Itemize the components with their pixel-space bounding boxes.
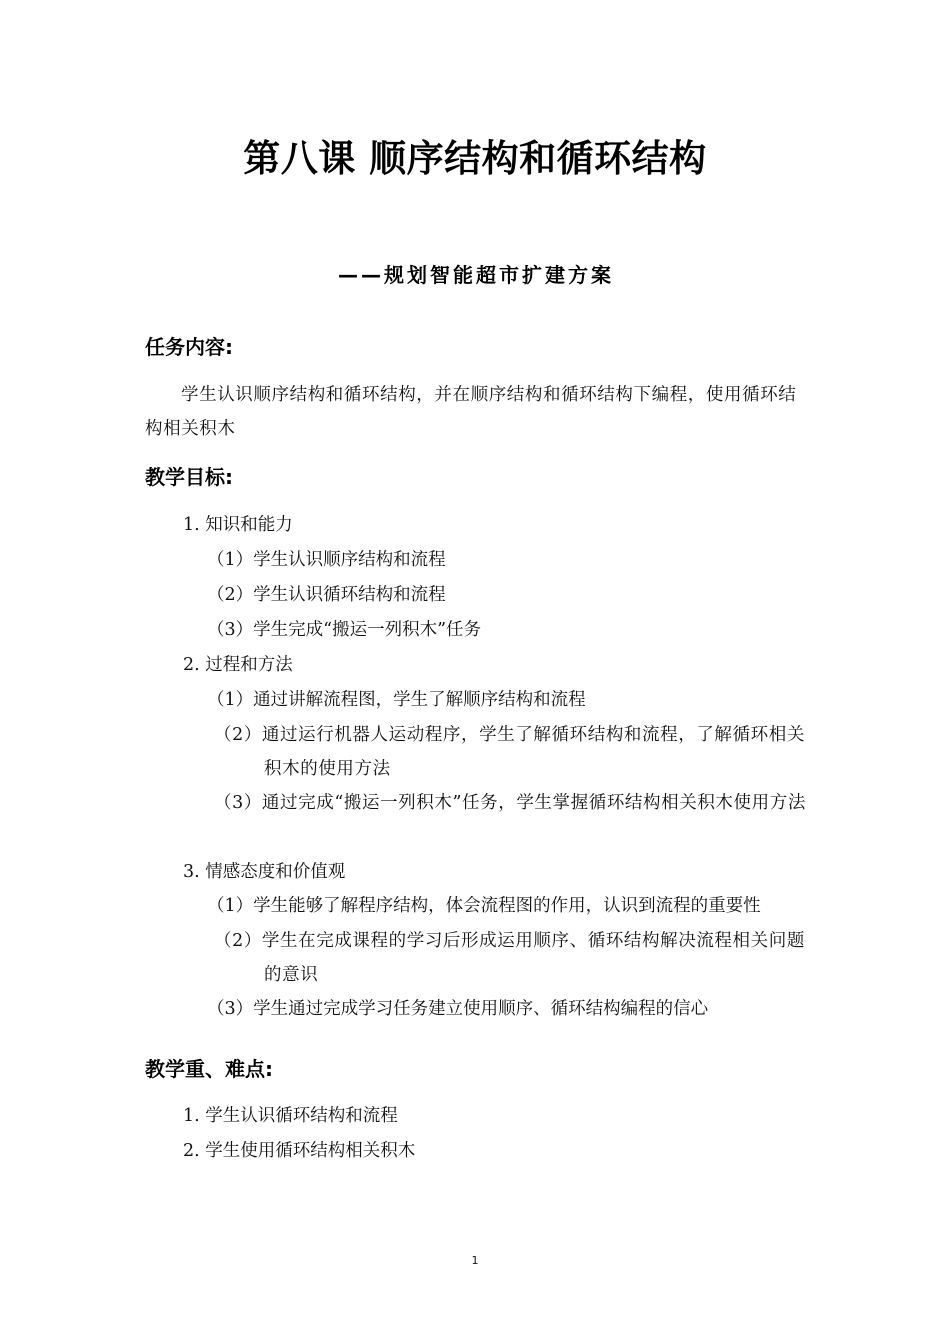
objective-item: （1）学生能够了解程序结构，体会流程图的作用，认识到流程的重要性 (207, 896, 761, 916)
page-title: 第八课 顺序结构和循环结构 (243, 137, 707, 180)
key-point-item: 2. 学生使用循环结构相关积木 (183, 1141, 416, 1161)
page-number: 1 (471, 1254, 479, 1267)
task-heading: 任务内容: (145, 335, 233, 359)
key-points-heading: 教学重、难点: (145, 1057, 273, 1081)
objective-group-title: 2. 过程和方法 (183, 655, 293, 675)
key-point-item: 1. 学生认识循环结构和流程 (183, 1106, 398, 1126)
objective-group-title: 1. 知识和能力 (183, 515, 293, 535)
objective-item: （2）通过运行机器人运动程序，学生了解循环结构和流程，了解循环相关积木的使用方法 (214, 725, 805, 779)
objective-item: （3）通过完成“搬运一列积木”任务，学生掌握循环结构相关积木使用方法 (214, 793, 806, 813)
objectives-heading: 教学目标: (145, 465, 233, 489)
page-subtitle: ——规划智能超市扩建方案 (338, 263, 614, 287)
objective-item: （1）通过讲解流程图，学生了解顺序结构和流程 (207, 690, 586, 710)
objective-item: （1）学生认识顺序结构和流程 (207, 550, 446, 570)
task-content: 学生认识顺序结构和循环结构，并在顺序结构和循环结构下编程，使用循环结构相关积木 (145, 385, 797, 439)
objective-item: （3）学生完成“搬运一列积木”任务 (207, 620, 482, 640)
objective-item: （2）学生在完成课程的学习后形成运用顺序、循环结构解决流程相关问题的意识 (214, 931, 805, 985)
objective-group-title: 3. 情感态度和价值观 (183, 862, 346, 882)
objective-item: （2）学生认识循环结构和流程 (207, 585, 446, 605)
objective-item: （3）学生通过完成学习任务建立使用顺序、循环结构编程的信心 (207, 999, 709, 1019)
